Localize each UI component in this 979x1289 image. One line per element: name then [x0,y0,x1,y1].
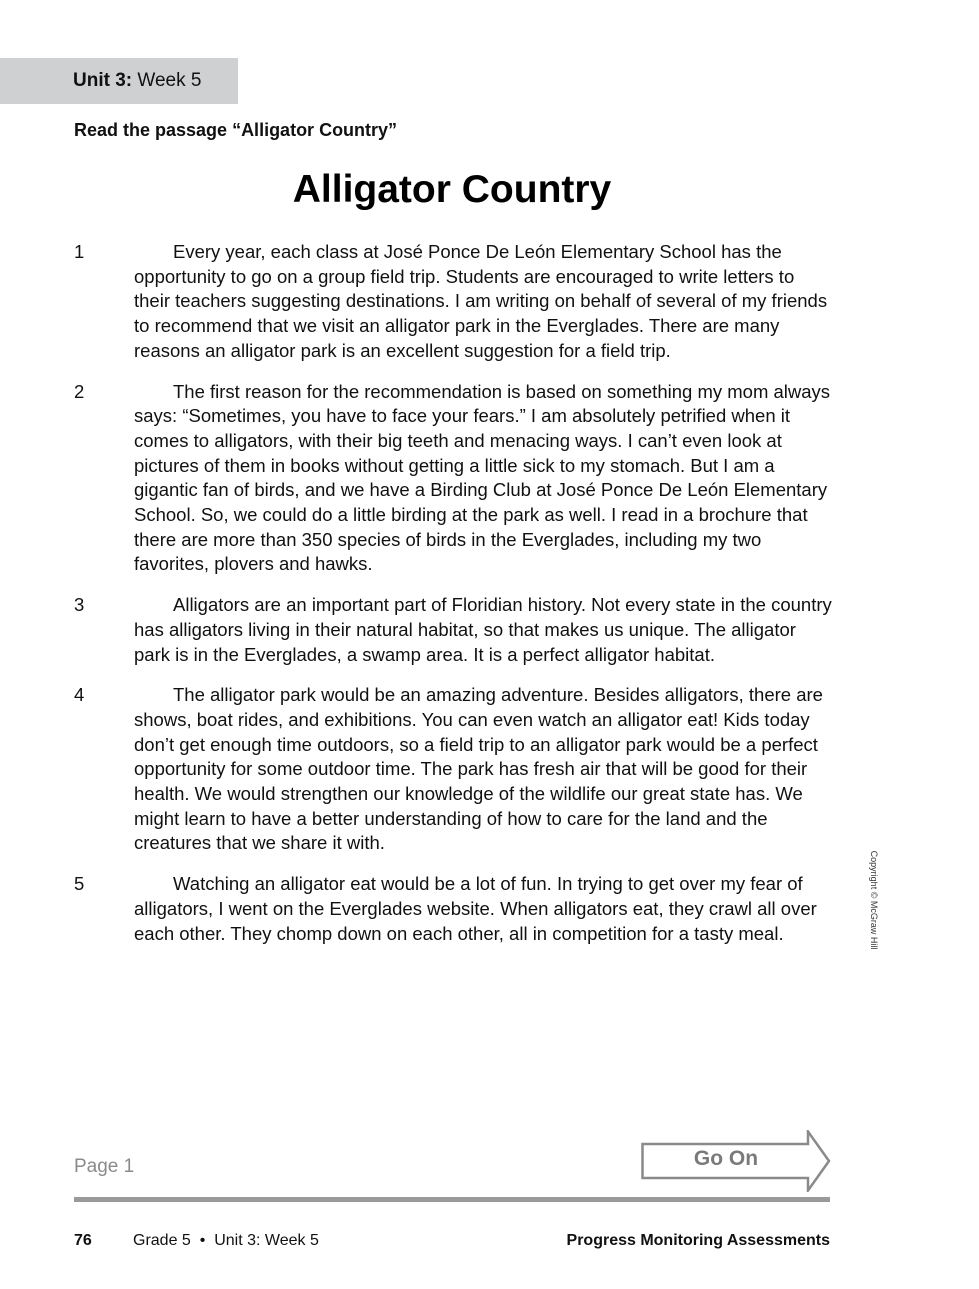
paragraph-number: 2 [74,380,85,402]
paragraph-text: The first reason for the recommendation is based on something my mom always says: “Sometimes, you have to face your fears.” I am absolutely petrified when it comes to alligators, with their big teeth and menacing ways. I can’t even look at pictures of them in books without getting a little sick to my stomach. But I am a gigantic fan of birds, and we have a Birding Club at José Ponce De León Elementary School. So, we could do a little birding at the park as well. I read in a brochure that there are more than 350 species of birds in the Everglades, including my two favorites, plovers and hawks. [134,380,831,575]
paragraph-text: The alligator park would be an amazing adventure. Besides alligators, there are shows, boat rides, and exhibitions. You can even watch an alligator eat! Kids today don’t get enough time outdoors, so a field trip to an alligator park would be a perfect opportunity for some outdoor time. The park has fresh air that will be good for their health. We would strengthen our knowledge of the wildlife our great state has. We might learn to have a better understanding of how to care for the land and the creatures that we share it with. [134,684,823,854]
grade-info: Grade 5 • Unit 3: Week 5 [133,1232,319,1249]
instruction-text: Read the passage “Alligator Country” [74,120,398,140]
copyright-notice: Copyright © McGraw Hill [869,850,879,950]
paragraph-number: 3 [74,594,85,616]
paragraph [74,683,834,856]
paragraph-text: Every year, each class at José Ponce De León Elementary School has the opportunity to go on a group field trip. Students are encouraged to write letters to their teachers suggesting destinations. I am writing on behalf of several of my friends to recommend that we visit an alligator park in the Everglades. There are many reasons an alligator park is an excellent suggestion for a field trip. [134,241,828,361]
paragraph-text: Alligators are an important part of Floridian history. Not every state in the country has alligators living in their natural habitat, so that makes us unique. The alligator park is in the Everglades, a swamp area. It is a perfect alligator habitat. [134,594,832,665]
paragraph-number: 1 [74,241,85,262]
paragraph [74,593,834,667]
paragraph [74,872,834,946]
unit-label: Unit 3: [73,70,133,91]
paragraph-number: 4 [74,684,85,706]
unit-week-tab [0,58,238,104]
paragraph-text: Watching an alligator eat would be a lot of fun. In trying to get over my fear of alligators, I went on the Everglades website. When alligators eat, they crawl all over each other. They chomp down on each other, all in competition for a tasty meal. [134,873,817,944]
paragraph [74,380,834,578]
paragraph-number: 5 [74,873,85,895]
page-label: Page 1 [74,1156,135,1177]
series-title: Progress Monitoring Assessments [566,1232,830,1249]
footer-divider [74,1197,830,1202]
page-number: 76 [74,1232,92,1249]
passage [74,240,834,962]
page-footer [74,1232,830,1254]
passage-title: Alligator Country [292,168,612,211]
week-label: Week 5 [137,70,202,91]
go-on-label: Go On [693,1147,759,1170]
go-on-button[interactable] [641,1130,831,1192]
paragraph [74,240,834,364]
